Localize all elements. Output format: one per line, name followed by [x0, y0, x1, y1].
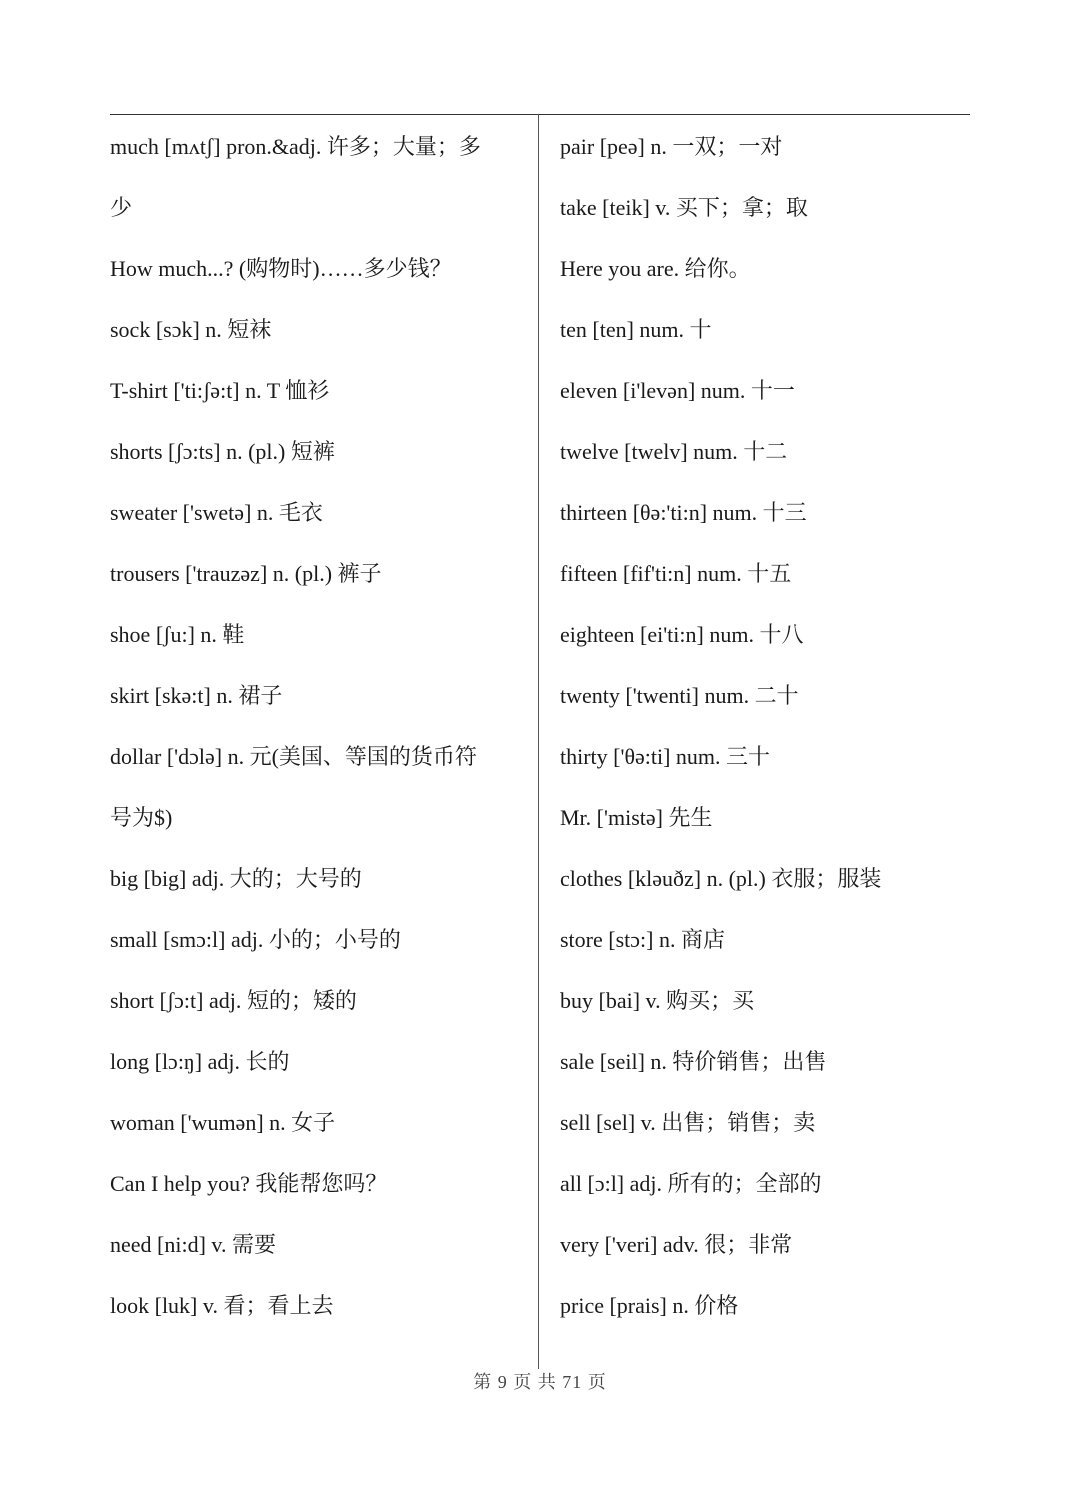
vocab-line: twenty ['twenti] num. 二十: [560, 683, 799, 708]
vocab-line: sweater ['swetə] n. 毛衣: [110, 500, 323, 525]
vocab-line: trousers ['trauzəz] n. (pl.) 裤子: [110, 561, 382, 586]
vocab-line: ten [ten] num. 十: [560, 317, 712, 342]
vocab-line: 少: [110, 195, 133, 220]
vocab-line: small [smɔ:l] adj. 小的；小号的: [110, 927, 401, 952]
vocab-line: big [big] adj. 大的；大号的: [110, 866, 362, 891]
vocab-line: shorts [ʃɔ:ts] n. (pl.) 短裤: [110, 439, 335, 464]
vocab-line: all [ɔ:l] adj. 所有的；全部的: [560, 1171, 822, 1196]
vocab-line: skirt [skə:t] n. 裙子: [110, 683, 283, 708]
vocab-line: store [stɔ:] n. 商店: [560, 927, 725, 952]
vocab-line: fifteen [fif'ti:n] num. 十五: [560, 561, 792, 586]
vocab-line: dollar ['dɔlə] n. 元(美国、等国的货币符: [110, 744, 477, 769]
vocab-line: twelve [twelv] num. 十二: [560, 439, 788, 464]
vocab-line: look [luk] v. 看；看上去: [110, 1293, 334, 1318]
vocab-line: very ['veri] adv. 很；非常: [560, 1232, 793, 1257]
vocab-line: 号为$): [110, 805, 173, 830]
vocab-line: Can I help you? 我能帮您吗？: [110, 1171, 388, 1196]
vocab-line: sock [sɔk] n. 短袜: [110, 317, 272, 342]
column-divider: [538, 114, 539, 1369]
vocab-line: shoe [ʃu:] n. 鞋: [110, 622, 245, 647]
vocab-line: eighteen [ei'ti:n] num. 十八: [560, 622, 804, 647]
vocab-line: buy [bai] v. 购买；买: [560, 988, 755, 1013]
vocab-line: thirteen [θə:'ti:n] num. 十三: [560, 500, 807, 525]
vocab-line: sale [seil] n. 特价销售；出售: [560, 1049, 827, 1074]
vocab-line: sell [sel] v. 出售；销售；卖: [560, 1110, 816, 1135]
vocab-line: need [ni:d] v. 需要: [110, 1232, 276, 1257]
vocab-line: long [lɔ:ŋ] adj. 长的: [110, 1049, 290, 1074]
vocab-line: Here you are. 给你。: [560, 256, 751, 281]
vocab-line: eleven [i'levən] num. 十一: [560, 378, 795, 403]
vocab-line: Mr. ['mistə] 先生: [560, 805, 713, 830]
vocab-line: T-shirt ['ti:ʃə:t] n. T 恤衫: [110, 378, 330, 403]
vocab-line: woman ['wumən] n. 女子: [110, 1110, 336, 1135]
vocab-line: much [mʌtʃ] pron.&adj. 许多；大量；多: [110, 134, 481, 159]
vocab-line: take [teik] v. 买下；拿；取: [560, 195, 808, 220]
vocab-line: price [prais] n. 价格: [560, 1293, 739, 1318]
vocab-line: pair [peə] n. 一双；一对: [560, 134, 783, 159]
page-number-footer: 第 9 页 共 71 页: [473, 1372, 607, 1392]
right-vocab-column: [560, 116, 960, 1336]
top-rule: [110, 114, 970, 115]
vocab-line: short [ʃɔ:t] adj. 短的；矮的: [110, 988, 357, 1013]
vocab-line: thirty ['θə:ti] num. 三十: [560, 744, 771, 769]
left-vocab-column: [110, 116, 520, 1336]
vocab-line: clothes [kləuðz] n. (pl.) 衣服；服装: [560, 866, 882, 891]
vocab-line: How much...? (购物时)……多少钱？: [110, 256, 452, 281]
